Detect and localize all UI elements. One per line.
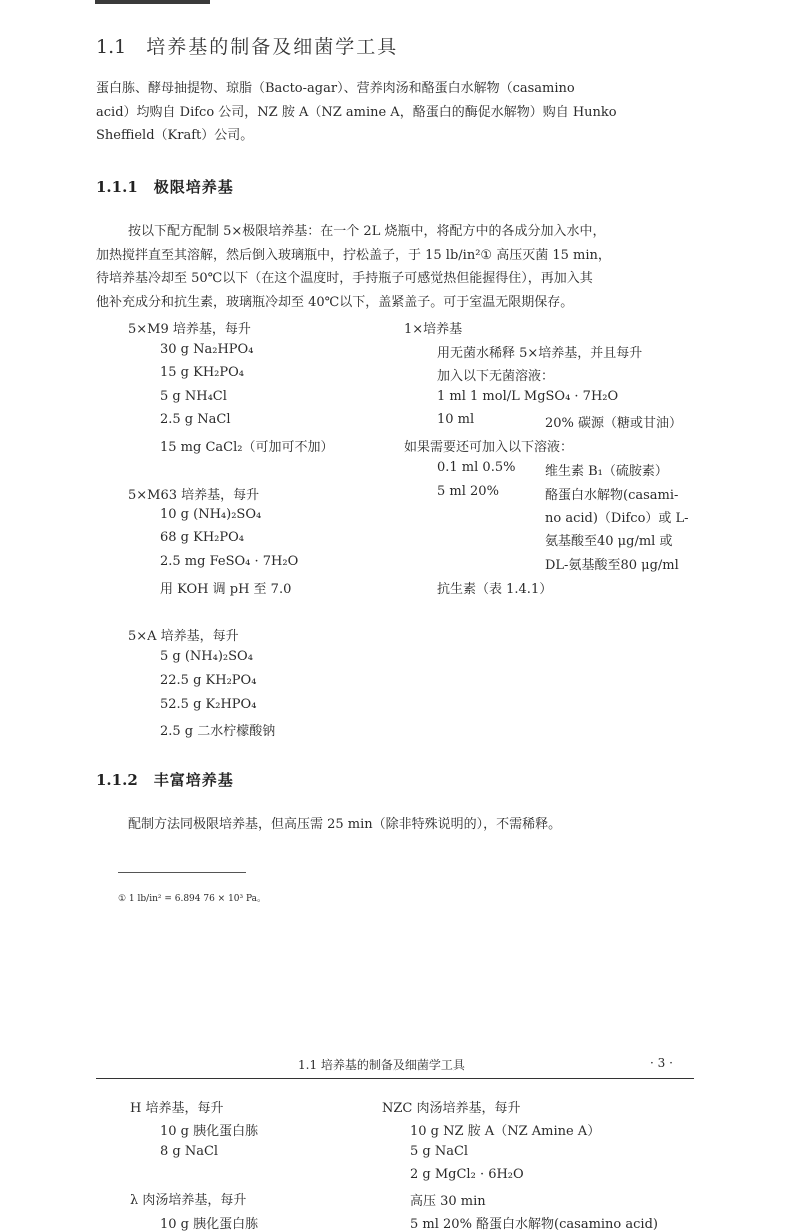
recipe-line: 2 g MgCl₂ · 6H₂O	[410, 1167, 524, 1182]
recipe-line: 5×M63 培养基，每升	[128, 488, 260, 503]
recipe-line: 5×A 培养基，每升	[128, 629, 239, 644]
recipe-line: 15 mg CaCl₂（可加可不加）	[160, 440, 334, 455]
paragraph-line: 待培养基冷却至 50℃以下（在这个温度时，手持瓶子可感觉热但能握得住），再加入其	[96, 271, 593, 286]
recipe-line: 2.5 mg FeSO₄ · 7H₂O	[160, 554, 299, 569]
recipe-line: 5 g (NH₄)₂SO₄	[160, 649, 253, 664]
section-number: 1.1	[96, 36, 127, 58]
recipe-line: 5 g NaCl	[410, 1144, 469, 1159]
recipe-line: NZC 肉汤培养基，每升	[382, 1101, 521, 1116]
recipe-line: 5×M9 培养基，每升	[128, 322, 251, 337]
recipe-line: DL-氨基酸至80 μg/ml	[545, 558, 679, 573]
minimal-media-paragraph	[96, 220, 611, 314]
recipe-line: 20% 碳源（糖或甘油）	[545, 416, 683, 431]
intro-line: acid）均购自 Difco 公司，NZ 胺 A（NZ amine A，酪蛋白的酶促水解物）购自 Hunko	[96, 104, 617, 120]
recipe-line: 10 g (NH₄)₂SO₄	[160, 507, 262, 522]
paragraph-line: 加热搅拌直至其溶解，然后倒入玻璃瓶中，拧松盖子，于 15 lb/in²① 高压灭菌 15 min，	[96, 247, 611, 263]
recipe-line: 氨基酸至40 μg/ml 或	[545, 534, 673, 549]
recipe-line: 5 ml 20%	[437, 484, 499, 499]
recipe-line: 68 g KH₂PO₄	[160, 530, 245, 545]
subsection-title: 丰富培养基	[153, 771, 234, 789]
subsection-heading-minimal-media	[96, 176, 234, 197]
recipe-line: 0.1 ml 0.5%	[437, 460, 516, 475]
recipe-line: 5 g NH₄Cl	[160, 389, 227, 404]
recipe-line: 酪蛋白水解物(casami-	[545, 488, 679, 503]
recipe-line: 1 ml 1 mol/L MgSO₄ · 7H₂O	[437, 389, 619, 404]
recipe-line: 30 g Na₂HPO₄	[160, 342, 254, 357]
recipe-line: 高压 30 min	[410, 1194, 486, 1209]
recipe-line: λ 肉汤培养基，每升	[130, 1193, 247, 1208]
recipe-line: 10 g 胰化蛋白胨	[160, 1217, 259, 1232]
page-number: · 3 ·	[650, 1056, 673, 1070]
recipe-line: no acid)（Difco）或 L-	[545, 511, 689, 526]
recipe-line: 10 g 胰化蛋白胨	[160, 1124, 259, 1139]
recipe-line: 10 ml	[437, 412, 475, 427]
recipe-line: 加入以下无菌溶液：	[437, 369, 555, 384]
subsection-heading-rich-media	[96, 769, 234, 790]
recipe-line: 维生素 B₁（硫胺素）	[545, 464, 668, 479]
rich-media-paragraph: 配制方法同极限培养基，但高压需 25 min（除非特殊说明的），不需稀释。	[128, 817, 562, 832]
recipe-line: 10 g NZ 胺 A（NZ Amine A）	[410, 1124, 601, 1139]
footnote: ① 1 lb/in² = 6.894 76 × 10³ Pa。	[118, 894, 267, 904]
section-heading	[96, 32, 398, 59]
subsection-number: 1.1.2	[96, 771, 138, 789]
subsection-title: 极限培养基	[153, 178, 234, 196]
recipe-line: 用无菌水稀释 5×培养基，并且每升	[437, 346, 643, 361]
recipe-line: 抗生素（表 1.4.1）	[437, 582, 553, 597]
paragraph-line: 他补充成分和抗生素，玻璃瓶冷却至 40℃以下，盖紧盖子。可于室温无限期保存。	[96, 294, 574, 310]
footnote-rule	[118, 872, 246, 873]
recipe-line: 8 g NaCl	[160, 1144, 219, 1159]
running-header-rule	[96, 1078, 694, 1079]
recipe-line: 5 ml 20% 酪蛋白水解物(casamino acid)	[410, 1217, 658, 1232]
recipe-line: 52.5 g K₂HPO₄	[160, 697, 257, 712]
running-header-title: 1.1 培养基的制备及细菌学工具	[298, 1058, 465, 1072]
intro-line: 蛋白胨、酵母抽提物、琼脂（Bacto-agar）、营养肉汤和酪蛋白水解物（casamino	[96, 81, 575, 96]
intro-line: Sheffield（Kraft）公司。	[96, 128, 254, 143]
paragraph-line: 按以下配方配制 5×极限培养基：在一个 2L 烧瓶中，将配方中的各成分加入水中，	[128, 224, 606, 239]
recipe-line: H 培养基，每升	[130, 1101, 224, 1116]
recipe-line: 15 g KH₂PO₄	[160, 365, 245, 380]
recipe-line: 1×培养基	[404, 322, 463, 337]
recipe-line: 用 KOH 调 pH 至 7.0	[160, 582, 292, 597]
subsection-number: 1.1.1	[96, 178, 138, 196]
section-title: 培养基的制备及细菌学工具	[146, 36, 399, 58]
recipe-line: 如果需要还可加入以下溶液：	[404, 440, 574, 455]
recipe-line: 22.5 g KH₂PO₄	[160, 673, 257, 688]
recipe-line: 2.5 g 二水柠檬酸钠	[160, 724, 276, 739]
intro-paragraph	[96, 77, 617, 148]
previous-page-header-fragment	[95, 0, 210, 4]
recipe-line: 2.5 g NaCl	[160, 412, 231, 427]
